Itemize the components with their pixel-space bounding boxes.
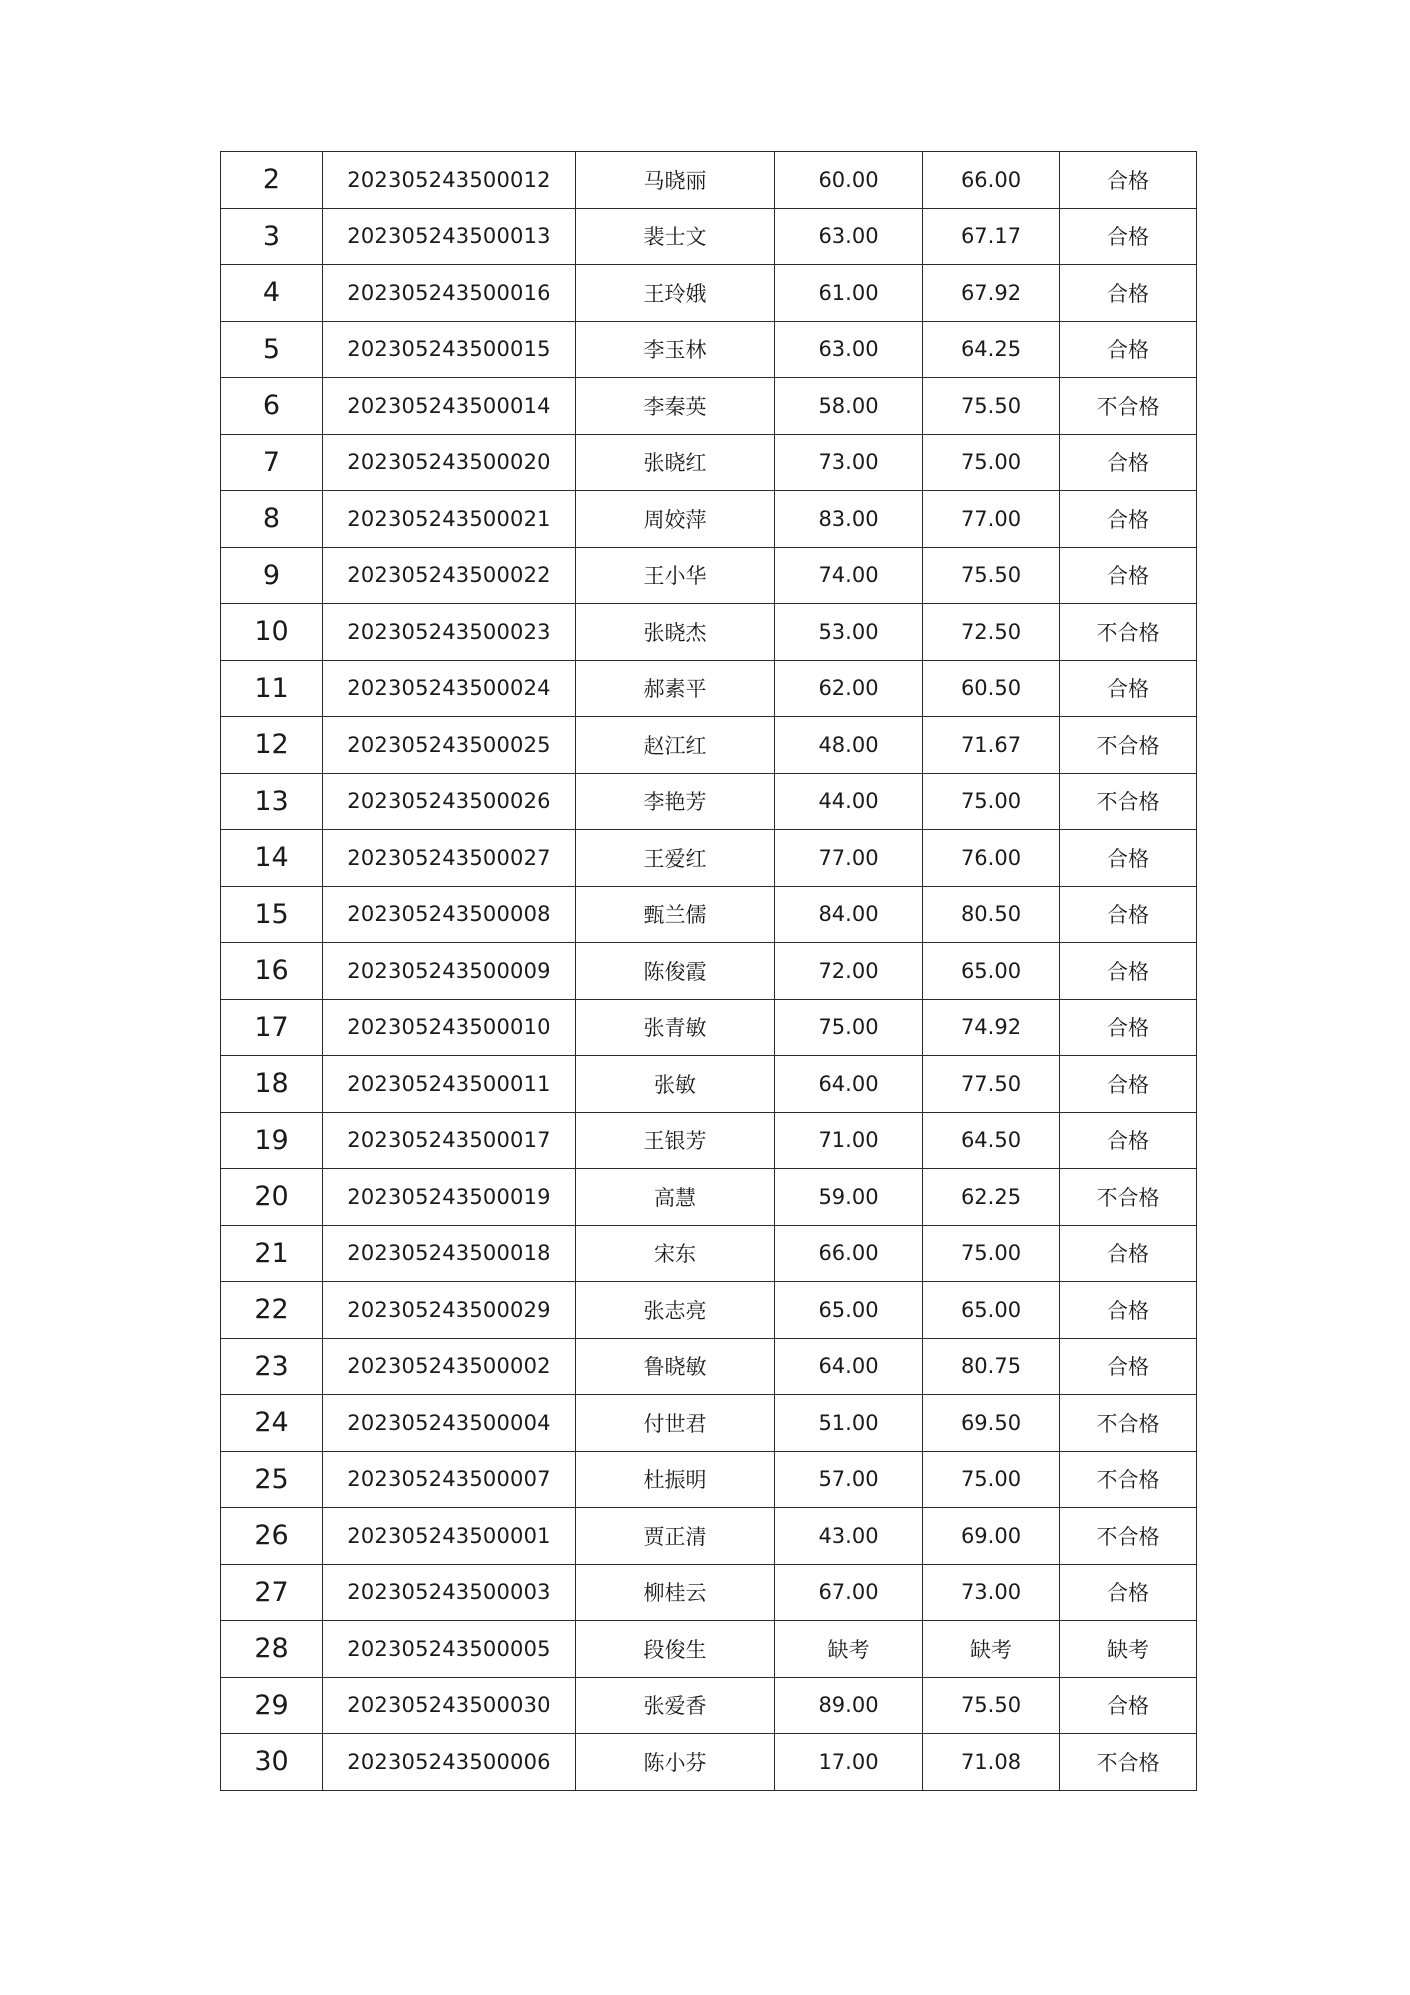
table-row (221, 717, 1197, 774)
score-1-cell: 59.00 (775, 1169, 923, 1226)
table-row (221, 660, 1197, 717)
score-2-cell: 75.00 (923, 773, 1060, 830)
result-cell: 合格 (1060, 208, 1197, 265)
result-cell: 合格 (1060, 886, 1197, 943)
name-cell: 赵江红 (576, 717, 775, 774)
exam-id-cell: 202305243500015 (323, 321, 576, 378)
exam-id-cell: 202305243500010 (323, 999, 576, 1056)
row-number-cell: 12 (221, 717, 323, 774)
name-cell: 张志亮 (576, 1282, 775, 1339)
exam-id-cell: 202305243500024 (323, 660, 576, 717)
score-2-cell: 60.50 (923, 660, 1060, 717)
score-1-cell: 缺考 (775, 1621, 923, 1678)
exam-id-cell: 202305243500012 (323, 152, 576, 209)
score-1-cell: 73.00 (775, 434, 923, 491)
result-cell: 合格 (1060, 265, 1197, 322)
score-1-cell: 72.00 (775, 943, 923, 1000)
row-number-cell: 27 (221, 1564, 323, 1621)
row-number-cell: 17 (221, 999, 323, 1056)
table-row (221, 1225, 1197, 1282)
name-cell: 裴士文 (576, 208, 775, 265)
result-cell: 合格 (1060, 1056, 1197, 1113)
exam-id-cell: 202305243500023 (323, 604, 576, 661)
score-2-cell: 74.92 (923, 999, 1060, 1056)
name-cell: 张青敏 (576, 999, 775, 1056)
score-2-cell: 67.17 (923, 208, 1060, 265)
exam-id-cell: 202305243500020 (323, 434, 576, 491)
result-cell: 不合格 (1060, 378, 1197, 435)
exam-id-cell: 202305243500021 (323, 491, 576, 548)
result-cell: 合格 (1060, 1677, 1197, 1734)
name-cell: 宋东 (576, 1225, 775, 1282)
row-number-cell: 20 (221, 1169, 323, 1226)
score-2-cell: 62.25 (923, 1169, 1060, 1226)
score-2-cell: 64.25 (923, 321, 1060, 378)
result-cell: 不合格 (1060, 717, 1197, 774)
name-cell: 段俊生 (576, 1621, 775, 1678)
table-row (221, 1112, 1197, 1169)
result-cell: 不合格 (1060, 604, 1197, 661)
row-number-cell: 16 (221, 943, 323, 1000)
table-row (221, 1677, 1197, 1734)
score-2-cell: 64.50 (923, 1112, 1060, 1169)
row-number-cell: 10 (221, 604, 323, 661)
result-cell: 不合格 (1060, 1169, 1197, 1226)
results-table-body (221, 152, 1197, 1791)
name-cell: 李秦英 (576, 378, 775, 435)
name-cell: 贾正清 (576, 1508, 775, 1565)
name-cell: 高慧 (576, 1169, 775, 1226)
exam-id-cell: 202305243500001 (323, 1508, 576, 1565)
exam-id-cell: 202305243500016 (323, 265, 576, 322)
table-row (221, 1734, 1197, 1791)
results-table (220, 151, 1197, 1791)
name-cell: 马晓丽 (576, 152, 775, 209)
result-cell: 合格 (1060, 491, 1197, 548)
table-row (221, 773, 1197, 830)
score-1-cell: 67.00 (775, 1564, 923, 1621)
score-2-cell: 80.75 (923, 1338, 1060, 1395)
table-row (221, 1564, 1197, 1621)
name-cell: 张晓杰 (576, 604, 775, 661)
table-row (221, 1338, 1197, 1395)
score-1-cell: 17.00 (775, 1734, 923, 1791)
exam-id-cell: 202305243500013 (323, 208, 576, 265)
table-row (221, 547, 1197, 604)
score-1-cell: 71.00 (775, 1112, 923, 1169)
table-row (221, 378, 1197, 435)
table-row (221, 265, 1197, 322)
row-number-cell: 3 (221, 208, 323, 265)
score-2-cell: 77.50 (923, 1056, 1060, 1113)
score-2-cell: 65.00 (923, 943, 1060, 1000)
score-1-cell: 60.00 (775, 152, 923, 209)
row-number-cell: 9 (221, 547, 323, 604)
result-cell: 合格 (1060, 152, 1197, 209)
score-1-cell: 57.00 (775, 1451, 923, 1508)
score-2-cell: 71.08 (923, 1734, 1060, 1791)
exam-id-cell: 202305243500008 (323, 886, 576, 943)
name-cell: 张晓红 (576, 434, 775, 491)
exam-id-cell: 202305243500022 (323, 547, 576, 604)
row-number-cell: 23 (221, 1338, 323, 1395)
exam-id-cell: 202305243500006 (323, 1734, 576, 1791)
exam-id-cell: 202305243500027 (323, 830, 576, 887)
score-1-cell: 84.00 (775, 886, 923, 943)
result-cell: 合格 (1060, 1282, 1197, 1339)
score-1-cell: 65.00 (775, 1282, 923, 1339)
score-1-cell: 83.00 (775, 491, 923, 548)
exam-id-cell: 202305243500014 (323, 378, 576, 435)
exam-id-cell: 202305243500018 (323, 1225, 576, 1282)
table-row (221, 604, 1197, 661)
result-cell: 不合格 (1060, 1395, 1197, 1452)
score-2-cell: 75.00 (923, 1225, 1060, 1282)
table-row (221, 886, 1197, 943)
row-number-cell: 21 (221, 1225, 323, 1282)
score-1-cell: 43.00 (775, 1508, 923, 1565)
result-cell: 合格 (1060, 943, 1197, 1000)
exam-id-cell: 202305243500005 (323, 1621, 576, 1678)
result-cell: 合格 (1060, 1225, 1197, 1282)
score-1-cell: 48.00 (775, 717, 923, 774)
row-number-cell: 28 (221, 1621, 323, 1678)
table-row (221, 434, 1197, 491)
result-cell: 合格 (1060, 547, 1197, 604)
score-1-cell: 64.00 (775, 1056, 923, 1113)
table-row (221, 999, 1197, 1056)
name-cell: 鲁晓敏 (576, 1338, 775, 1395)
score-2-cell: 69.50 (923, 1395, 1060, 1452)
name-cell: 付世君 (576, 1395, 775, 1452)
table-row (221, 152, 1197, 209)
score-1-cell: 51.00 (775, 1395, 923, 1452)
table-row (221, 830, 1197, 887)
score-2-cell: 71.67 (923, 717, 1060, 774)
table-row (221, 491, 1197, 548)
exam-id-cell: 202305243500026 (323, 773, 576, 830)
score-1-cell: 53.00 (775, 604, 923, 661)
score-1-cell: 89.00 (775, 1677, 923, 1734)
row-number-cell: 24 (221, 1395, 323, 1452)
name-cell: 张敏 (576, 1056, 775, 1113)
name-cell: 李玉林 (576, 321, 775, 378)
name-cell: 王爱红 (576, 830, 775, 887)
name-cell: 周姣萍 (576, 491, 775, 548)
score-2-cell: 75.50 (923, 547, 1060, 604)
name-cell: 王小华 (576, 547, 775, 604)
score-1-cell: 64.00 (775, 1338, 923, 1395)
score-2-cell: 76.00 (923, 830, 1060, 887)
row-number-cell: 5 (221, 321, 323, 378)
score-1-cell: 66.00 (775, 1225, 923, 1282)
exam-id-cell: 202305243500011 (323, 1056, 576, 1113)
row-number-cell: 15 (221, 886, 323, 943)
table-row (221, 321, 1197, 378)
score-2-cell: 77.00 (923, 491, 1060, 548)
name-cell: 甄兰儒 (576, 886, 775, 943)
score-2-cell: 75.00 (923, 434, 1060, 491)
row-number-cell: 30 (221, 1734, 323, 1791)
exam-id-cell: 202305243500019 (323, 1169, 576, 1226)
result-cell: 合格 (1060, 830, 1197, 887)
score-1-cell: 63.00 (775, 208, 923, 265)
result-cell: 合格 (1060, 660, 1197, 717)
name-cell: 李艳芳 (576, 773, 775, 830)
score-1-cell: 58.00 (775, 378, 923, 435)
row-number-cell: 26 (221, 1508, 323, 1565)
score-2-cell: 80.50 (923, 886, 1060, 943)
score-1-cell: 74.00 (775, 547, 923, 604)
row-number-cell: 6 (221, 378, 323, 435)
name-cell: 王玲娥 (576, 265, 775, 322)
score-1-cell: 62.00 (775, 660, 923, 717)
result-cell: 不合格 (1060, 1508, 1197, 1565)
row-number-cell: 18 (221, 1056, 323, 1113)
score-2-cell: 73.00 (923, 1564, 1060, 1621)
score-1-cell: 63.00 (775, 321, 923, 378)
exam-id-cell: 202305243500030 (323, 1677, 576, 1734)
table-row (221, 1282, 1197, 1339)
row-number-cell: 11 (221, 660, 323, 717)
score-1-cell: 44.00 (775, 773, 923, 830)
result-cell: 合格 (1060, 1338, 1197, 1395)
name-cell: 张爱香 (576, 1677, 775, 1734)
result-cell: 合格 (1060, 321, 1197, 378)
name-cell: 陈小芬 (576, 1734, 775, 1791)
row-number-cell: 14 (221, 830, 323, 887)
row-number-cell: 19 (221, 1112, 323, 1169)
row-number-cell: 25 (221, 1451, 323, 1508)
exam-id-cell: 202305243500029 (323, 1282, 576, 1339)
score-2-cell: 75.00 (923, 1451, 1060, 1508)
result-cell: 不合格 (1060, 1451, 1197, 1508)
result-cell: 合格 (1060, 1112, 1197, 1169)
table-row (221, 1395, 1197, 1452)
name-cell: 郝素平 (576, 660, 775, 717)
exam-id-cell: 202305243500004 (323, 1395, 576, 1452)
table-row (221, 1508, 1197, 1565)
exam-id-cell: 202305243500007 (323, 1451, 576, 1508)
result-cell: 合格 (1060, 434, 1197, 491)
exam-id-cell: 202305243500009 (323, 943, 576, 1000)
score-2-cell: 66.00 (923, 152, 1060, 209)
result-cell: 不合格 (1060, 773, 1197, 830)
row-number-cell: 7 (221, 434, 323, 491)
table-row (221, 1169, 1197, 1226)
name-cell: 陈俊霞 (576, 943, 775, 1000)
name-cell: 王银芳 (576, 1112, 775, 1169)
score-1-cell: 61.00 (775, 265, 923, 322)
score-2-cell: 75.50 (923, 1677, 1060, 1734)
score-2-cell: 72.50 (923, 604, 1060, 661)
row-number-cell: 2 (221, 152, 323, 209)
exam-id-cell: 202305243500017 (323, 1112, 576, 1169)
table-row (221, 943, 1197, 1000)
table-row (221, 1451, 1197, 1508)
row-number-cell: 8 (221, 491, 323, 548)
name-cell: 杜振明 (576, 1451, 775, 1508)
score-2-cell: 缺考 (923, 1621, 1060, 1678)
score-1-cell: 77.00 (775, 830, 923, 887)
exam-id-cell: 202305243500025 (323, 717, 576, 774)
row-number-cell: 22 (221, 1282, 323, 1339)
row-number-cell: 29 (221, 1677, 323, 1734)
table-row (221, 208, 1197, 265)
score-2-cell: 65.00 (923, 1282, 1060, 1339)
row-number-cell: 4 (221, 265, 323, 322)
result-cell: 合格 (1060, 999, 1197, 1056)
score-1-cell: 75.00 (775, 999, 923, 1056)
score-2-cell: 75.50 (923, 378, 1060, 435)
table-row (221, 1621, 1197, 1678)
result-cell: 缺考 (1060, 1621, 1197, 1678)
row-number-cell: 13 (221, 773, 323, 830)
score-2-cell: 69.00 (923, 1508, 1060, 1565)
result-cell: 不合格 (1060, 1734, 1197, 1791)
name-cell: 柳桂云 (576, 1564, 775, 1621)
table-row (221, 1056, 1197, 1113)
exam-id-cell: 202305243500003 (323, 1564, 576, 1621)
exam-id-cell: 202305243500002 (323, 1338, 576, 1395)
result-cell: 合格 (1060, 1564, 1197, 1621)
score-2-cell: 67.92 (923, 265, 1060, 322)
